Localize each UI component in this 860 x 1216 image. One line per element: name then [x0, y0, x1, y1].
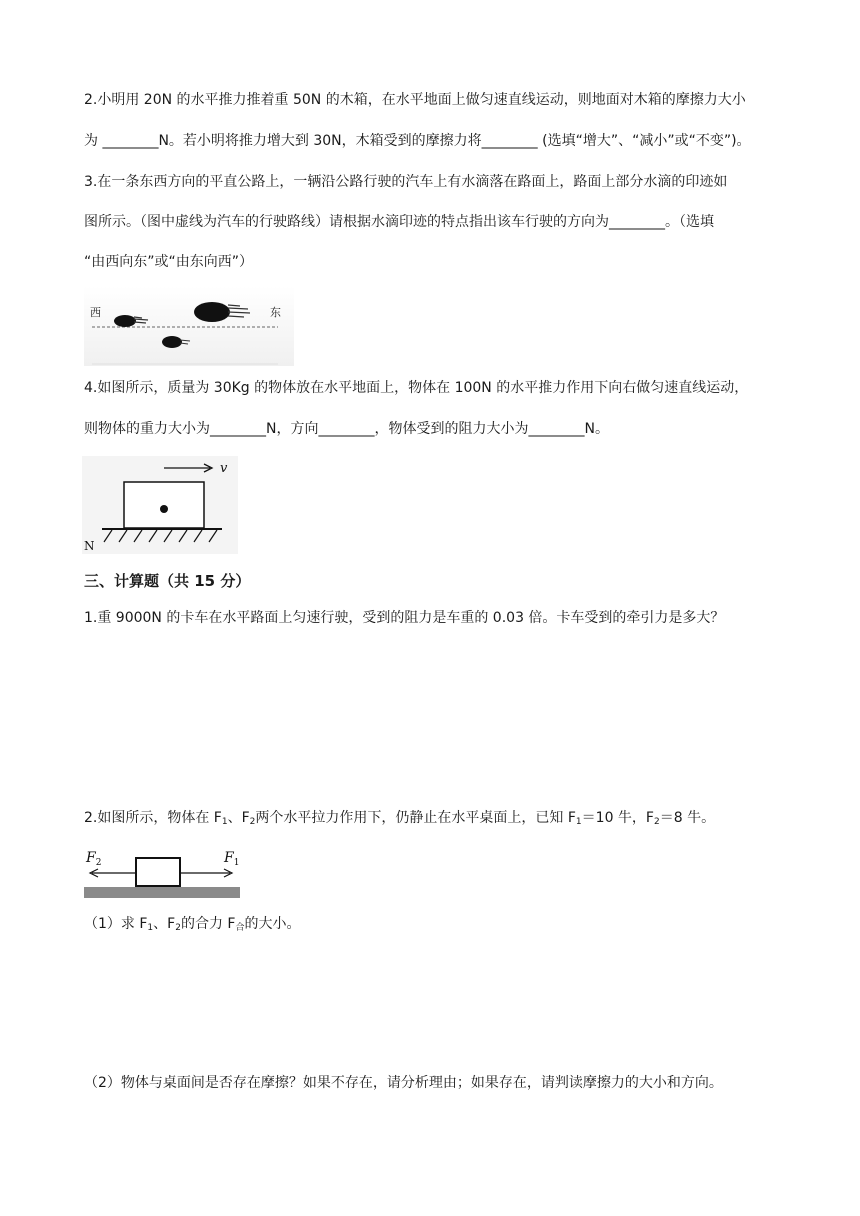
- q2-line-1: 2.小明用 20N 的水平推力推着重 50N 的木箱，在水平地面上做匀速直线运动，则地面对木箱的摩擦力大小: [84, 92, 746, 108]
- block: [136, 858, 180, 886]
- calc-q2-text: 2.如图所示，物体在 $F_1$、$F_2$两个水平拉力作用下，仍静止在水平桌面上，已知 $F_1=10$ 牛，$F_2=8$ 牛。: [84, 810, 716, 827]
- table-surface: [84, 887, 240, 898]
- q4-line-2: 则物体的重力大小为________N，方向________，物体受到的阻力大小为________N。: [84, 421, 609, 437]
- calc-q2-sub2: （2）物体与桌面间是否存在摩擦？如果不存在，请分析理由；如果存在，请判读摩擦力的大小和方向。: [84, 1075, 723, 1091]
- n-label: N: [84, 539, 95, 553]
- calc-q2-sub1: （1）求 $F_1$、$F_2$的合力 $F_合$的大小。: [84, 916, 301, 933]
- q4-line-1: 4.如图所示，质量为 30Kg 的物体放在水平地面上，物体在 100N 的水平推力作用下向右做匀速直线运动，: [84, 380, 749, 396]
- two-force-figure: [84, 842, 240, 900]
- east-label: 东: [270, 306, 281, 319]
- q3-line-2: 图所示。（图中虚线为汽车的行驶路线）请根据水滴印迹的特点指出该车行驶的方向为________。（选填: [84, 214, 714, 230]
- center-dot: [160, 505, 168, 513]
- q2-line-2: 为 ________N。若小明将推力增大到 30N，木箱受到的摩擦力将________ (选填“增大”、“减小”或“不变”)。: [84, 133, 751, 149]
- f2-label: $F_2$: [86, 850, 102, 868]
- calc-q1-text: 1.重 9000N 的卡车在水平路面上匀速行驶，受到的阻力是车重的 0.03 倍。卡车受到的牵引力是多大？: [84, 610, 725, 626]
- west-label: 西: [90, 306, 101, 319]
- block-velocity-figure: [82, 456, 238, 554]
- q3-line-3: “由西向东”或“由东向西”）: [84, 254, 254, 270]
- water-drop-figure: [84, 286, 294, 366]
- q3-line-1: 3.在一条东西方向的平直公路上，一辆沿公路行驶的汽车上有水滴落在路面上，路面上部分水滴的印迹如: [84, 174, 728, 190]
- section-3-heading: 三、计算题（共 15 分）: [84, 572, 251, 590]
- f1-label: $F_1$: [224, 850, 240, 868]
- velocity-label: v: [220, 461, 228, 476]
